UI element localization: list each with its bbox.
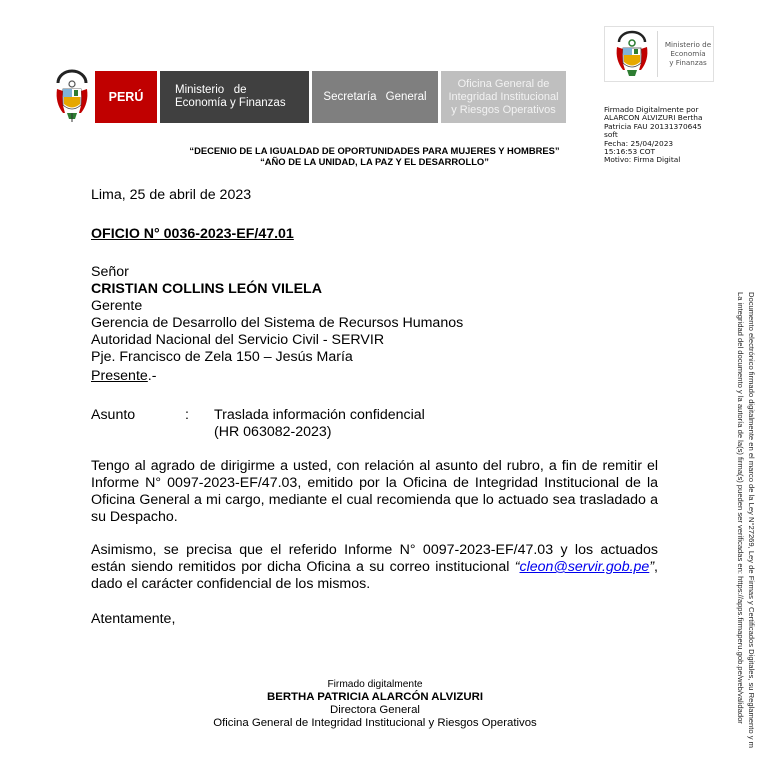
closing: Atentamente,: [91, 611, 176, 627]
subject-colon: :: [185, 407, 189, 423]
addressee-block: [91, 264, 463, 385]
mef-logo-line1: Ministerio de: [664, 40, 712, 49]
subject-text: [214, 407, 425, 441]
oficina-header-block: [441, 71, 566, 123]
peru-header-block: [95, 71, 157, 123]
subject-line1: Traslada información confidencial: [214, 407, 425, 423]
stamp-line: soft: [604, 130, 618, 140]
motto-year: “AÑO DE LA UNIDAD, LA PAZ Y EL DESARROLLO”: [260, 156, 489, 167]
signature-note: Firmado digitalmente: [327, 679, 423, 690]
quote-open: “: [514, 559, 520, 575]
peru-coat-of-arms-icon: [53, 69, 91, 123]
body-paragraph-2: [91, 542, 658, 593]
stamp-line: ALARCON ALVIZURI Bertha: [604, 113, 703, 123]
ministry-label-line1: Ministerio de: [175, 84, 247, 96]
ministry-label-line2: Economía y Finanzas: [175, 97, 286, 109]
signatory-title: Directora General: [330, 704, 420, 716]
addressee-name: CRISTIAN COLLINS LEÓN VILELA: [91, 281, 322, 297]
signature-block: [150, 679, 600, 730]
stamp-line: Firmado Digitalmente por: [604, 105, 699, 114]
subject-line2: (HR 063082-2023): [214, 424, 332, 440]
secretaria-header-block: [312, 71, 438, 123]
motto-decenio: “DECENIO DE LA IGUALDAD DE OPORTUNIDADES PARA MUJERES Y HOMBRES”: [189, 145, 560, 156]
signatory-office: Oficina General de Integridad Institucional y Riesgos Operativos: [213, 717, 537, 729]
signatory-name: BERTHA PATRICIA ALARCÓN ALVIZURI: [267, 691, 483, 703]
peru-label: PERÚ: [108, 89, 144, 104]
mef-logo-line3: y Finanzas: [669, 58, 707, 67]
addressee-position: Gerente: [91, 298, 143, 314]
stamp-time: 15:16:53 COT: [604, 147, 656, 157]
email-link[interactable]: cleon@servir.gob.pe: [519, 559, 650, 575]
stamp-line: Patricia FAU 20131370645: [604, 121, 702, 131]
logo-divider: [657, 31, 658, 77]
legal-note-line1: Documento electrónico firmado digitalmente en el marco de la Ley N°27269, Ley de Firmas y Certificados Digitales, su Reglamento y m: [747, 292, 756, 748]
official-mottos: [0, 145, 761, 167]
presente-label: Presente: [91, 368, 148, 384]
addressee-department: Gerencia de Desarrollo del Sistema de Recursos Humanos: [91, 315, 464, 331]
mef-logo-line2: Economía: [670, 49, 706, 58]
addressee-address: Pje. Francisco de Zela 150 – Jesús María: [91, 349, 353, 365]
stamp-reason: Motivo: Firma Digital: [604, 155, 681, 165]
oficina-label-line2: Integridad Institucional: [448, 90, 559, 103]
mef-logo: [604, 26, 714, 82]
letter-date: Lima, 25 de abril de 2023: [91, 187, 252, 203]
subject-label: Asunto: [91, 407, 136, 423]
ministry-header-block: [160, 71, 309, 123]
oficina-label-line3: y Riesgos Operativos: [451, 103, 556, 116]
body-paragraph-1: Tengo al agrado de dirigirme a usted, con relación al asunto del rubro, a fin de remitir el Informe N° 0097-2023-EF/47.03, emitido por la Oficina de Integridad Institucional de la Oficina General a mi cargo, mediante el cual recomienda que lo actuado sea trasladado a su Despacho.: [91, 458, 658, 525]
presente-line: [91, 368, 463, 385]
mef-logo-text: [661, 40, 715, 67]
oficio-reference: OFICIO N° 0036-2023-EF/47.01: [91, 226, 294, 242]
presente-suffix: .-: [147, 368, 157, 384]
vertical-legal-note: [735, 292, 757, 782]
paragraph2-text: Asimismo, se precisa que el referido Informe N° 0097-2023-EF/47.03 y los actuados están siendo remitidos por dicha Oficina a su correo institucional: [91, 542, 658, 575]
peru-coat-of-arms-icon: [613, 30, 651, 80]
quote-close: ”: [649, 559, 655, 575]
legal-note-line2: La integridad del documento y la autoría de la(s) firma(s) pueden ser verificadas en: https://apps.firmaperu.gob.pe/web/validador: [736, 292, 745, 724]
oficina-label-line1: Oficina General de: [457, 77, 550, 90]
paragraph2-text-end: , dado el carácter confidencial de los mismos.: [91, 559, 658, 592]
addressee-salutation: Señor: [91, 264, 129, 280]
secretaria-label: Secretaría General: [323, 90, 427, 103]
addressee-institution: Autoridad Nacional del Servicio Civil - SERVIR: [91, 332, 385, 348]
stamp-date: Fecha: 25/04/2023: [604, 138, 674, 148]
